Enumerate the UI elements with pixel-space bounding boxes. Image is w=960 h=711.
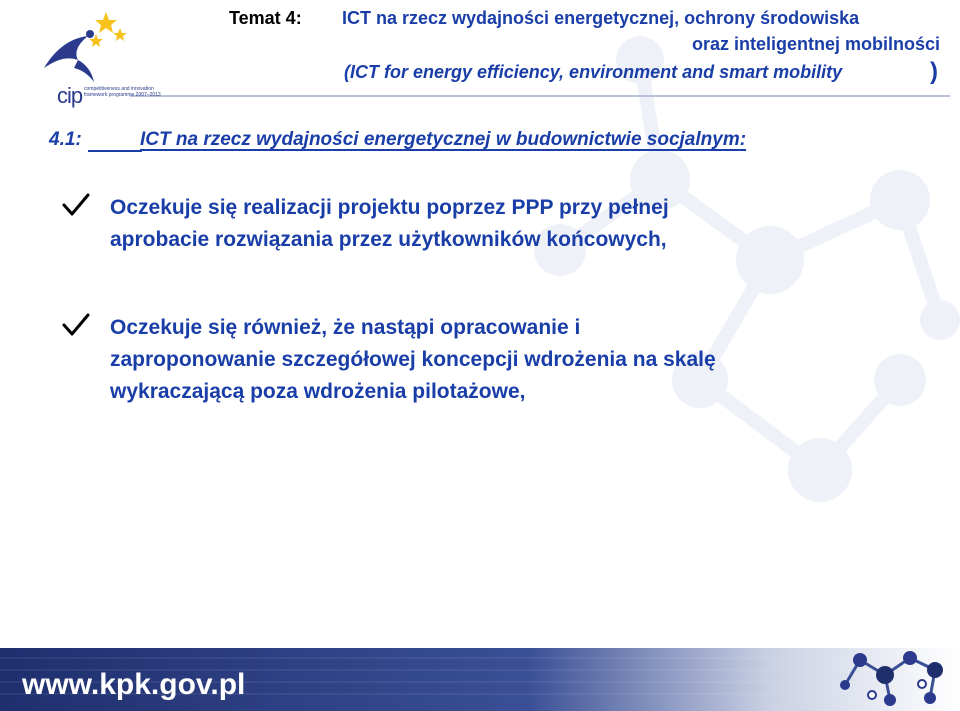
checkmark-icon [62, 313, 90, 337]
bullet-2-line-3: wykraczającą poza wdrożenia pilotażowe, [110, 380, 526, 403]
checkmark-icon [62, 193, 90, 217]
bullet-item-2 [110, 312, 716, 408]
topic-title-line1: ICT na rzecz wydajności energetycznej, ochrony środowiska [342, 8, 860, 28]
cip-logo-tagline: competitiveness and innovation framework programme 2007–2013 [84, 86, 161, 98]
cip-logo-word: cip [57, 83, 83, 108]
topic-subtitle: (ICT for energy efficiency, environment and smart mobility [344, 62, 843, 82]
cip-logo [26, 8, 161, 108]
section-title: ICT na rzecz wydajności energetycznej w budownictwie socjalnym: [140, 129, 747, 150]
header-divider [130, 95, 950, 97]
bullet-1-line-2: aprobacie rozwiązania przez użytkowników końcowych, [110, 228, 667, 251]
footer-url: www.kpk.gov.pl [22, 668, 246, 701]
molecule-logo-icon [830, 640, 955, 711]
topic-title-line2: oraz inteligentnej mobilności [691, 34, 940, 54]
topic-subtitle-close-paren: ) [930, 58, 938, 85]
bullet-2-line-2: zaproponowanie szczegółowej koncepcji wdrożenia na skalę [110, 348, 716, 371]
section-number: 4.1: [49, 129, 82, 150]
bullet-item-1 [110, 192, 669, 256]
section-leader-line [88, 150, 142, 152]
bullet-2-line-1: Oczekuje się również, że nastąpi opracowanie i [110, 316, 581, 339]
bullet-1-line-1: Oczekuje się realizacji projektu poprzez PPP przy pełnej [110, 196, 669, 219]
topic-label: Temat 4: [229, 8, 302, 28]
